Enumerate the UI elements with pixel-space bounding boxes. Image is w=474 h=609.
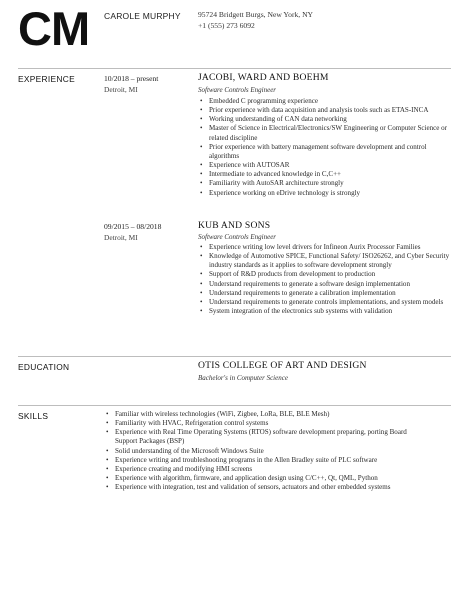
list-item: • Solid understanding of the Microsoft Windows Suite [104, 447, 430, 456]
job-1-location: Detroit, MI [104, 85, 138, 94]
job-2-bullets [198, 243, 453, 316]
section-divider [18, 356, 451, 357]
contact-block [198, 10, 313, 31]
list-item: • Understand requirements to generate a software design implementation [198, 280, 453, 289]
list-item: • Experience creating and modifying HMI screens [104, 465, 430, 474]
list-item: • Working understanding of CAN data networking [198, 115, 453, 124]
list-item: • Support of R&D products from development to production [198, 270, 453, 279]
list-item: • Experience writing and troubleshooting programs in the Allen Bradley suite of PLC software [104, 456, 430, 465]
skills-list [104, 410, 430, 492]
list-item: • Prior experience with data acquisition and analysis tools such as ETAS-INCA [198, 106, 453, 115]
section-divider [18, 405, 451, 406]
school-name: OTIS COLLEGE OF ART AND DESIGN [198, 360, 367, 371]
job-2-location: Detroit, MI [104, 233, 138, 242]
list-item: • Prior experience with battery management software development and control algorithms [198, 143, 453, 161]
job-1-dates: 10/2018 – present [104, 74, 159, 83]
job-1-bullets [198, 97, 453, 198]
list-item: • Experience writing low level drivers for Infineon Aurix Processor Families [198, 243, 453, 252]
list-item: • Familiarity with AutoSAR architecture strongly [198, 179, 453, 188]
list-item: • Familiar with wireless technologies (WiFi, Zigbee, LoRa, BLE, BLE Mesh) [104, 410, 430, 419]
list-item: • Embedded C programming experience [198, 97, 453, 106]
address: 95724 Bridgett Burgs, New York, NY [198, 10, 314, 19]
list-item: • Experience working on eDrive technology is strongly [198, 189, 453, 198]
list-item: • Master of Science in Electrical/Electronics/SW Engineering or Computer Science or related discipline [198, 124, 453, 142]
list-item: • Experience with Real Time Operating Systems (RTOS) software development preparing, porting Board Support Packages (BSP) [104, 428, 430, 446]
job-1-title: Software Controls Engineer [198, 86, 277, 94]
list-item: • Knowledge of Automotive SPICE, Functional Safety/ ISO26262, and Cyber Security industry standards as it applies to software development strongly [198, 252, 453, 270]
list-item: • Experience with integration, test and validation of sensors, actuators and other embedded systems [104, 483, 430, 492]
list-item: • System integration of the electronics sub systems with validation [198, 307, 453, 316]
job-2-title: Software Controls Engineer [198, 233, 277, 241]
list-item: • Experience with AUTOSAR [198, 161, 453, 170]
job-2-company: KUB AND SONS [198, 220, 271, 231]
list-item: • Understand requirements to generate a calibration implementation [198, 289, 453, 298]
degree: Bachelor's in Computer Science [198, 374, 288, 382]
section-label-experience: EXPERIENCE [18, 74, 75, 84]
list-item: • Experience with algorithm, firmware, and application design using C/C++, Qt, QML, Python [104, 474, 430, 483]
section-label-skills: SKILLS [18, 411, 49, 421]
candidate-name: CAROLE MURPHY [104, 11, 181, 21]
phone: +1 (555) 273 6092 [198, 20, 255, 30]
list-item: • Understand requirements to generate controls implementations, and system models [198, 298, 453, 307]
job-1-company: JACOBI, WARD AND BOEHM [198, 72, 329, 83]
section-divider [18, 68, 451, 69]
list-item: • Intermediate to advanced knowledge in C,C++ [198, 170, 453, 179]
monogram: CM [18, 2, 90, 55]
job-2-dates: 09/2015 – 08/2018 [104, 222, 162, 231]
section-label-education: EDUCATION [18, 362, 70, 372]
list-item: • Familiarity with HVAC, Refrigeration control systems [104, 419, 430, 428]
